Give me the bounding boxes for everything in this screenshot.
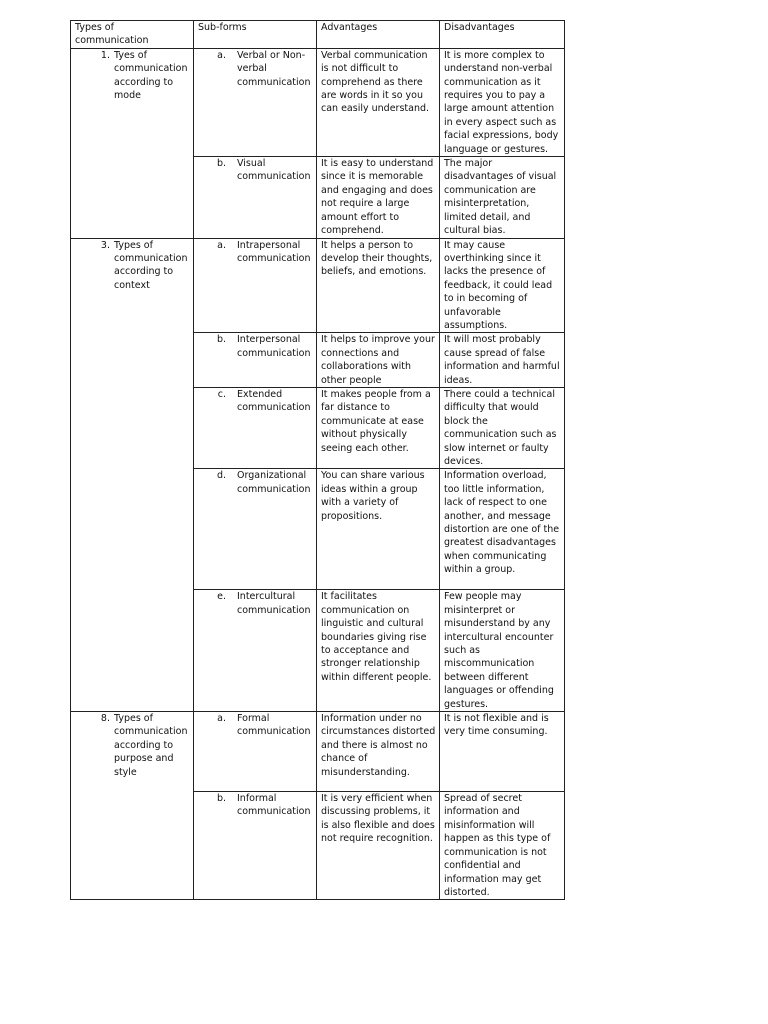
advantage-cell: It is very efficient when discussing problems, it is also flexible and does not require recognition.	[317, 792, 440, 900]
subform-label: Formal communication	[237, 713, 311, 738]
subform-letter: a.	[217, 239, 226, 251]
subform-cell	[194, 48, 317, 156]
subform-label: Verbal or Non-verbal communication	[237, 49, 311, 88]
advantage-cell: Information under no circumstances distorted and there is almost no chance of misunderstanding.	[317, 712, 440, 792]
group-label: Types of communication according to purpose and style	[114, 713, 188, 778]
subform-letter: b.	[216, 334, 226, 346]
advantage-cell: It helps a person to develop their thoughts, beliefs, and emotions.	[317, 238, 440, 333]
advantage-cell: You can share various ideas within a group with a variety of propositions.	[317, 469, 440, 590]
group-number: 3.	[100, 239, 110, 251]
group-number: 1.	[100, 49, 110, 61]
header-advantages: Advantages	[317, 21, 440, 49]
disadvantage-cell: Spread of secret information and misinformation will happen as this type of communication is not confidential and information may get distorted.	[440, 792, 565, 900]
subform-letter: a.	[217, 713, 226, 725]
subform-cell	[194, 387, 317, 468]
disadvantage-cell: Few people may misinterpret or misunderstand by any intercultural encounter such as miscommunication between different languages or offending gestures.	[440, 590, 565, 712]
subform-cell	[194, 712, 317, 792]
group-label: Tyes of communication according to mode	[114, 49, 188, 102]
group-cell-context	[71, 238, 194, 712]
disadvantage-cell: It may cause overthinking since it lacks the presence of feedback, it could lead to in becoming of unfavorable assumptions.	[440, 238, 565, 333]
subform-cell	[194, 469, 317, 590]
subform-label: Informal communication	[237, 793, 311, 818]
subform-label: Organizational communication	[237, 470, 311, 495]
advantage-cell: It facilitates communication on linguistic and cultural boundaries giving rise to acceptance and stronger relationship within different people.	[317, 590, 440, 712]
disadvantage-cell: It is more complex to understand non-verbal communication as it requires you to pay a large amount attention in every aspect such as facial expressions, body language or gestures.	[440, 48, 565, 156]
communication-types-table	[70, 20, 565, 900]
subform-cell	[194, 157, 317, 238]
disadvantage-cell: It will most probably cause spread of false information and harmful ideas.	[440, 333, 565, 388]
subform-letter: a.	[217, 49, 226, 61]
header-subforms: Sub-forms	[194, 21, 317, 49]
subform-cell	[194, 590, 317, 712]
header-types: Types of communication	[71, 21, 194, 49]
table-row	[71, 48, 565, 156]
disadvantage-cell: Information overload, too little information, lack of respect to one another, and message distortion are one of the greatest disadvantages when communicating within a group.	[440, 469, 565, 590]
subform-letter: e.	[217, 591, 226, 603]
subform-cell	[194, 238, 317, 333]
subform-label: Visual communication	[237, 158, 311, 183]
subform-letter: c.	[217, 388, 226, 400]
table-row	[71, 238, 565, 333]
table-row	[71, 712, 565, 792]
advantage-cell: It helps to improve your connections and collaborations with other people	[317, 333, 440, 388]
advantage-cell: It is easy to understand since it is memorable and engaging and does not require a large amount effort to comprehend.	[317, 157, 440, 238]
group-cell-purpose	[71, 712, 194, 900]
subform-letter: b.	[216, 793, 226, 805]
group-cell-mode	[71, 48, 194, 238]
subform-letter: b.	[216, 158, 226, 170]
subform-label: Extended communication	[237, 388, 311, 414]
group-number: 8.	[100, 713, 110, 725]
subform-label: Intercultural communication	[237, 591, 311, 616]
disadvantage-cell: The major disadvantages of visual communication are misinterpretation, limited detail, and cultural bias.	[440, 157, 565, 238]
subform-cell	[194, 333, 317, 388]
advantage-cell: Verbal communication is not difficult to comprehend as there are words in it so you can easily understand.	[317, 48, 440, 156]
disadvantage-cell: It is not flexible and is very time consuming.	[440, 712, 565, 792]
subform-label: Intrapersonal communication	[237, 239, 311, 264]
disadvantage-cell: There could a technical difficulty that would block the communication such as slow internet or faulty devices.	[440, 387, 565, 468]
subform-cell	[194, 792, 317, 900]
subform-label: Interpersonal communication	[237, 334, 311, 359]
subform-letter: d.	[216, 470, 226, 482]
advantage-cell: It makes people from a far distance to communicate at ease without physically seeing each other.	[317, 387, 440, 468]
header-disadvantages: Disadvantages	[440, 21, 565, 49]
header-row	[71, 21, 565, 49]
group-label: Types of communication according to context	[114, 239, 188, 291]
